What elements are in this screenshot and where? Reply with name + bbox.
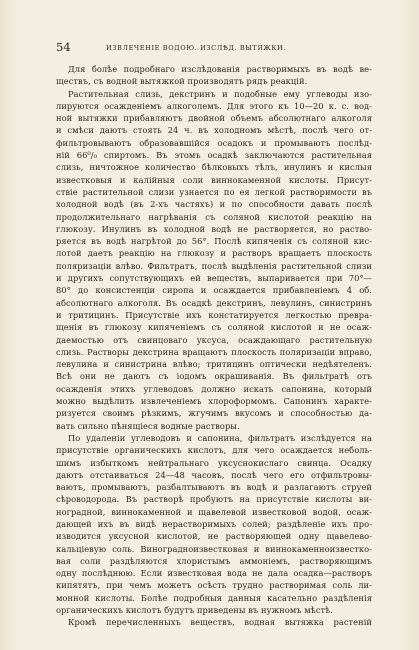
text-line: слизь. Растворы декстрина вращаютъ плоскость поляризаціи вправо, bbox=[56, 346, 372, 357]
page-number: 54 bbox=[56, 40, 71, 54]
text-line: ществъ, съ водной вытяжкой производятъ рядъ реакцій. bbox=[56, 76, 308, 87]
body-text bbox=[56, 63, 372, 629]
text-line: лотой даетъ реакцію на глюкозу и растворъ вращаетъ плоскость bbox=[56, 248, 372, 259]
text-line: и другихъ сопутствующихъ ей веществъ, выпаривается при 70°— bbox=[56, 273, 372, 284]
text-line: ризуется своимъ рѣзкимъ, жгучимъ вкусомъ и способностью да- bbox=[56, 408, 372, 419]
text-line: ній 66⁰/₀ спиртомъ. Въ этомъ осадкѣ заключаются растительная bbox=[56, 150, 372, 161]
text-line: дающей ихъ въ видѣ нерастворимыхъ солей; раздѣленіе ихъ про- bbox=[56, 518, 372, 529]
text-line: осажденія этихъ углеводовъ должно искать сапонина, который bbox=[56, 383, 372, 394]
text-line: ваютъ, промываютъ, разбалтываютъ въ водѣ и разлагаютъ струей bbox=[56, 482, 372, 493]
text-line: щенія въ глюкозу кипяченіемъ съ соляной кислотой и не осаж- bbox=[56, 322, 372, 333]
text-line: фильтровываютъ образовавшійся осадокъ и промываютъ послѣд- bbox=[56, 137, 372, 148]
text-line: кипятятъ, при чемъ можетъ осѣсть трудно растворимая соль ли- bbox=[56, 580, 372, 591]
text-line: ствіе растительной слизи узнается по ея легкой растворимости въ bbox=[56, 186, 372, 197]
text-line: 80° до консистенціи сиропа и осаждается прибавленіемъ 4 об. bbox=[56, 285, 372, 296]
text-line: холодной водѣ (въ 2-хъ частяхъ) и по способности давать послѣ bbox=[56, 199, 372, 210]
text-line: даемостью отъ свинцоваго уксуса, осаждающаго растительную bbox=[56, 334, 372, 345]
text-line: лируются осажденіемъ алкоголемъ. Для этого къ 10—20 к. с. вод- bbox=[56, 100, 372, 111]
text-line: Для болѣе подробнаго изслѣдованія растворимыхъ въ водѣ ве- bbox=[68, 64, 372, 74]
text-line: изводится уксусной кислотой, не растворяющей одну щавелево- bbox=[56, 531, 372, 542]
text-line: шимъ избыткомъ нейтральнаго уксуснокислаго свинца. Осадку bbox=[56, 457, 372, 468]
text-line: сѣроводорода. Въ растворѣ пробуютъ на присутствіе кислоты ви- bbox=[56, 494, 372, 505]
text-line: По удаленіи углеводовъ и сапонина, фильтратъ изслѣдуется на bbox=[68, 432, 372, 443]
text-line: ряется въ водѣ нагрѣтой до 56°. Послѣ кипяченія съ соляной кис- bbox=[56, 236, 372, 247]
text-line: Всѣ они не даютъ съ іодомъ окрашиванія. Въ фильтратѣ отъ bbox=[56, 371, 372, 382]
text-line: глюкозу. Инулинъ въ холодной водѣ не растворяется, но раство- bbox=[56, 223, 372, 234]
text-line: монной кислоты. Болѣе подробныя данныя касательно раздѣленія bbox=[56, 592, 372, 603]
text-line: кальціевую соль. Виноградноизвестковая и виннокаменноизвестко- bbox=[56, 543, 372, 554]
text-line: можно выдѣлить извлеченіемъ хлороформомъ. Сапонинъ характе- bbox=[56, 396, 372, 407]
text-line: известковыя и калійныя соли виннокаменной кислоты. Присут- bbox=[56, 174, 372, 185]
text-line: и тритицинъ. Присутствіе ихъ констатируется легкостью преврa- bbox=[56, 309, 372, 320]
text-line: слизь, ничтожное количество бѣлковыхъ тѣлъ, инулинъ и кислыя bbox=[56, 162, 372, 173]
text-line: вать сильно пѣнящіеся водные растворы. bbox=[56, 420, 240, 431]
text-line: Растительная слизь, декстринъ и подобные ему углеводы изо- bbox=[68, 88, 372, 99]
text-line: продолжительнаго нагрѣванія съ соляной кислотой реакцію на bbox=[56, 211, 372, 222]
text-line: абсолютнаго алкоголя. Въ осадкѣ декстринъ, левулинъ, синистринъ bbox=[56, 297, 372, 308]
page-header bbox=[56, 41, 368, 53]
text-line: левулина и синистрина влѣво; тритицинъ оптически недѣятеленъ. bbox=[56, 359, 372, 370]
text-line: Кромѣ перечисленныхъ веществъ, водная вытяжка растеній bbox=[68, 617, 372, 628]
text-line: ной вытяжки прибавляютъ двойной объемъ абсолютнаго алкоголя bbox=[56, 113, 372, 124]
text-line: одну послѣднюю. Если известковая вода не дала осадка—растворъ bbox=[56, 568, 372, 579]
text-line: вая соли раздѣляются хлористымъ аммоніемъ, растворяющимъ bbox=[56, 555, 372, 566]
text-line: ноградной, виннокаменной и щавелевой известковой водой, осаж- bbox=[56, 506, 372, 517]
running-head: ИЗВЛЕЧЕНІЕ ВОДОЮ. ИЗСЛѢД. ВЫТЯЖКИ. bbox=[106, 44, 287, 52]
text-line: и смѣси даютъ стоять 24 ч. въ холодномъ мѣстѣ, послѣ чего от- bbox=[56, 125, 372, 136]
text-line: присутствіе органическихъ кислотъ, для чего осаждается неболь- bbox=[56, 445, 372, 456]
text-line: поляризаціи влѣво. Фильтратъ, послѣ выдѣленія растительной слизи bbox=[56, 260, 372, 271]
text-line: даютъ отстаиваться 24—48 часовъ, послѣ чего его отфильтровы- bbox=[56, 469, 372, 480]
text-line: органическихъ кислотъ будутъ приведены въ нужномъ мѣстѣ. bbox=[56, 605, 333, 616]
